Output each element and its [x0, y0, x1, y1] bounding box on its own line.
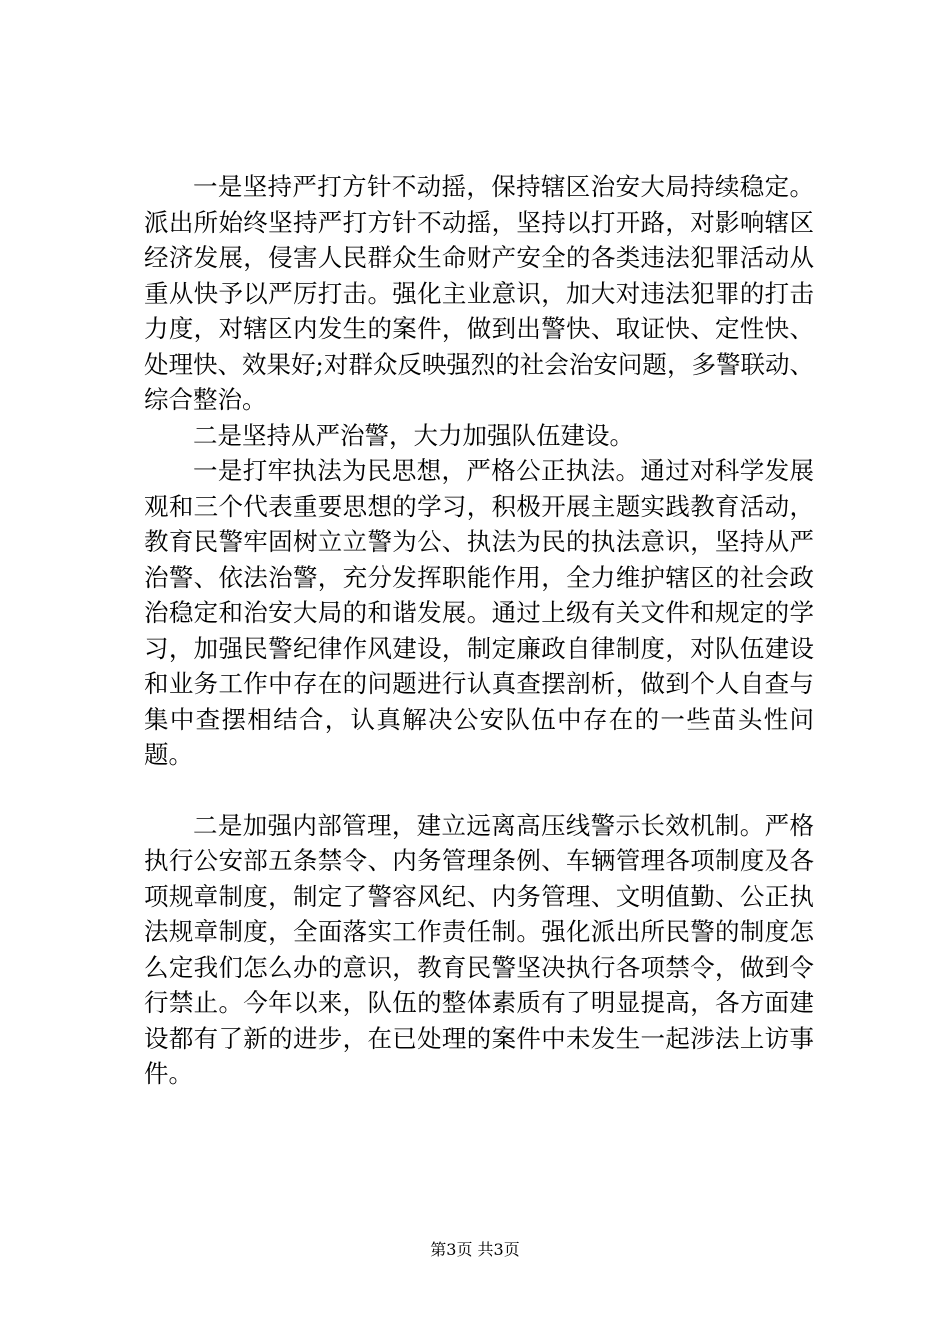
paragraph-strict-governance-heading: 二是坚持从严治警，大力加强队伍建设。: [193, 420, 634, 450]
document-body: [144, 169, 814, 1092]
paragraph-internal-management: 二是加强内部管理，建立远离高压线警示长效机制。严格执行公安部五条禁令、内务管理条例、车辆管理各项制度及各项规章制度，制定了警容风纪、内务管理、文明值勤、公正执法规章制度，全面落实工作责任制。强化派出所民警的制度怎么定我们怎么办的意识，教育民警坚决执行各项禁令，做到令行禁止。今年以来，队伍的整体素质有了明显提高，各方面建设都有了新的进步，在已处理的案件中未发生一起涉法上访事件。: [144, 810, 814, 1088]
paragraph-strike-hard: 一是坚持严打方针不动摇，保持辖区治安大局持续稳定。派出所始终坚持严打方针不动摇，坚持以打开路，对影响辖区经济发展，侵害人民群众生命财产安全的各类违法犯罪活动从重从快予以严厉打击。强化主业意识，加大对违法犯罪的打击力度，对辖区内发生的案件，做到出警快、取证快、定性快、处理快、效果好;对群众反映强烈的社会治安问题，多警联动、综合整治。: [144, 172, 814, 414]
page-number-footer: 第3页 共3页: [430, 1240, 520, 1259]
paragraph-law-enforcement: 一是打牢执法为民思想，严格公正执法。通过对科学发展观和三个代表重要思想的学习，积极开展主题实践教育活动，教育民警牢固树立立警为公、执法为民的执法意识，坚持从严治警、依法治警，充分发挥职能作用，全力维护辖区的社会政治稳定和治安大局的和谐发展。通过上级有关文件和规定的学习，加强民警纪律作风建设，制定廉政自律制度，对队伍建设和业务工作中存在的问题进行认真查摆剖析，做到个人自查与集中查摆相结合，认真解决公安队伍中存在的一些苗头性问题。: [144, 456, 814, 769]
